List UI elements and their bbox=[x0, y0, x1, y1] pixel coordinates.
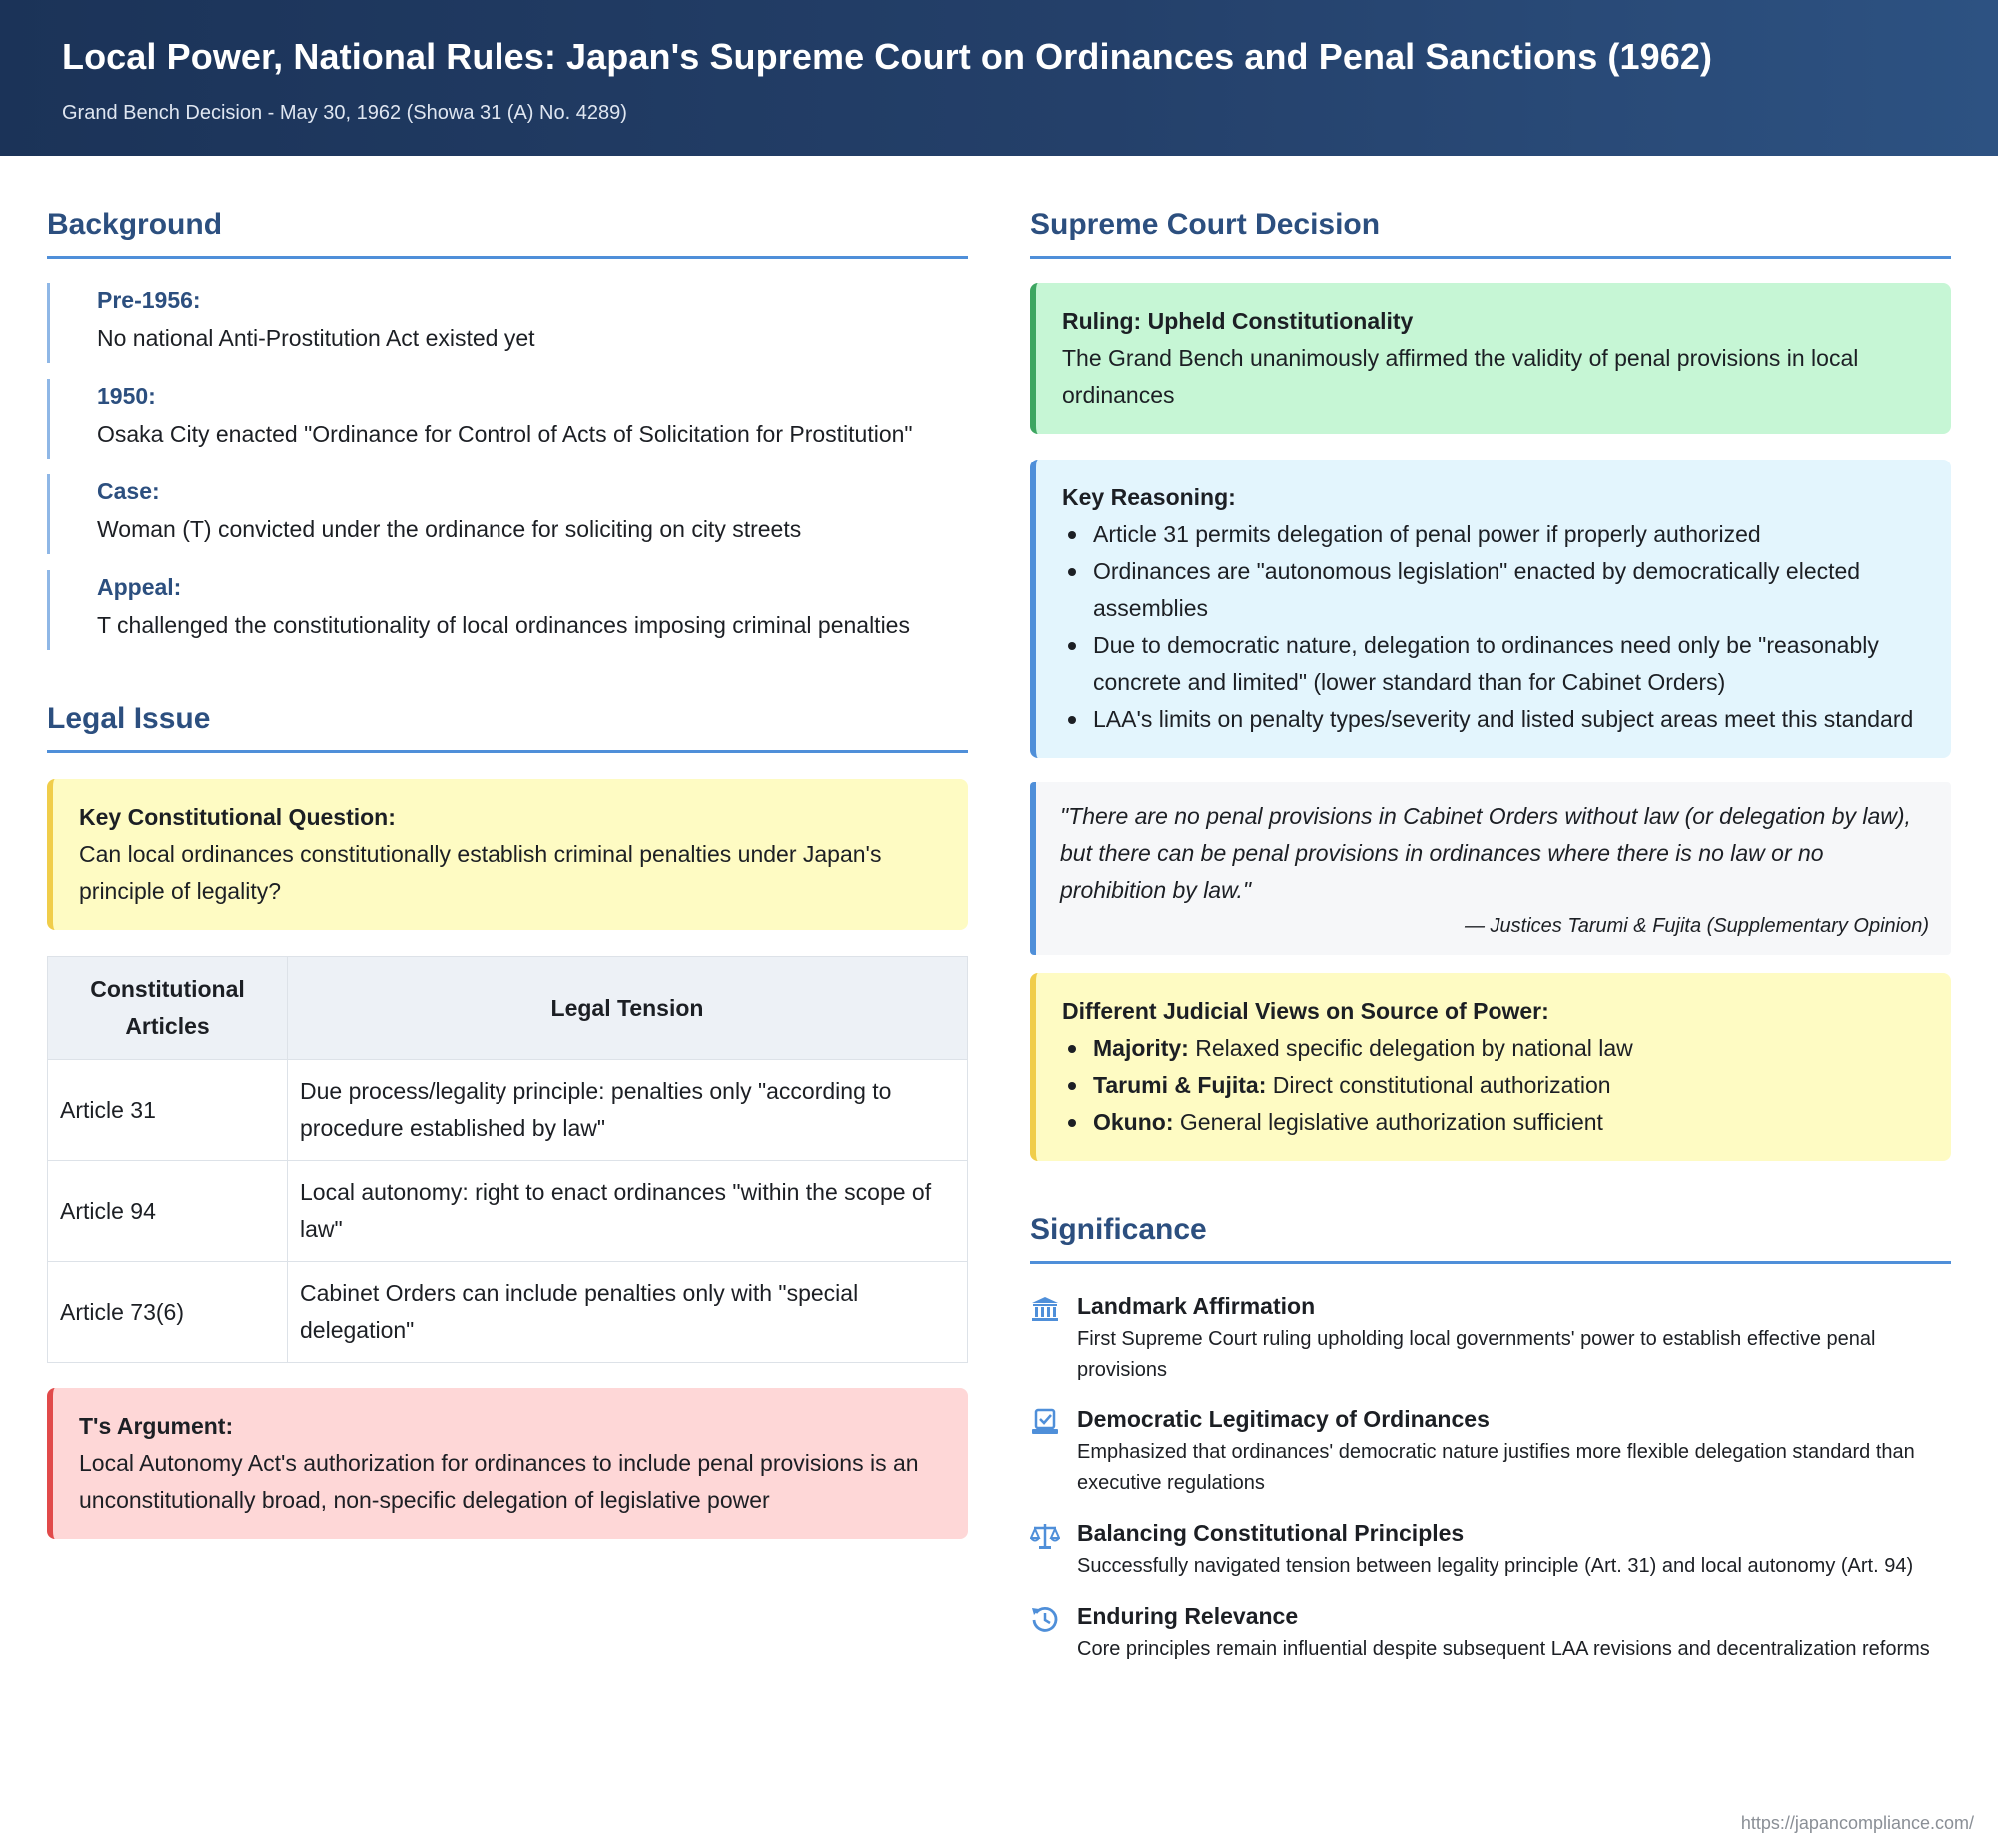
argument-box bbox=[47, 1388, 968, 1539]
timeline-text: T challenged the constitutionality of local ordinances imposing criminal penalties bbox=[97, 612, 910, 638]
significance-title: Democratic Legitimacy of Ordinances bbox=[1077, 1406, 1490, 1432]
tension-cell: Local autonomy: right to enact ordinances "within the scope of law" bbox=[288, 1161, 968, 1262]
judicial-views-box bbox=[1030, 973, 1951, 1161]
list-item bbox=[1062, 1104, 1927, 1141]
ruling-box bbox=[1030, 283, 1951, 434]
timeline-item bbox=[47, 283, 968, 363]
significance-text: Core principles remain influential despite subsequent LAA revisions and decentralization reforms bbox=[1077, 1638, 1930, 1660]
significance-text: First Supreme Court ruling upholding local governments' power to establish effective penal provisions bbox=[1077, 1328, 1876, 1381]
footer-url: https://japancompliance.com/ bbox=[1740, 1813, 1974, 1833]
table-row bbox=[48, 1262, 968, 1363]
significance-heading: Significance bbox=[1030, 1213, 1951, 1264]
view-text: Relaxed specific delegation by national law bbox=[1195, 1035, 1633, 1061]
key-question-text: Can local ordinances constitutionally establish criminal penalties under Japan's principle of legality? bbox=[79, 841, 882, 904]
tension-cell: Cabinet Orders can include penalties only with "special delegation" bbox=[288, 1262, 968, 1363]
ruling-head: Ruling: Upheld Constitutionality bbox=[1062, 308, 1414, 334]
table-row bbox=[48, 1161, 968, 1262]
timeline-label: Case: bbox=[97, 478, 160, 504]
list-item bbox=[1062, 1067, 1927, 1104]
legal-issue-heading: Legal Issue bbox=[47, 702, 968, 753]
timeline-label: 1950: bbox=[97, 383, 156, 409]
timeline-label: Pre-1956: bbox=[97, 287, 201, 313]
view-text: Direct constitutional authorization bbox=[1272, 1072, 1611, 1098]
reasoning-list bbox=[1062, 516, 1927, 738]
table-header-articles: Constitutional Articles bbox=[48, 957, 288, 1060]
article-cell: Article 31 bbox=[48, 1060, 288, 1161]
view-text: General legislative authorization sufficient bbox=[1179, 1109, 1603, 1135]
significance-list bbox=[1030, 1290, 1951, 1665]
quote-attribution: — Justices Tarumi & Fujita (Supplementary Opinion) bbox=[1465, 915, 1929, 937]
reasoning-head: Key Reasoning: bbox=[1062, 484, 1236, 510]
tension-cell: Due process/legality principle: penalties only "according to procedure established by law" bbox=[288, 1060, 968, 1161]
history-icon bbox=[1030, 1604, 1060, 1634]
significance-item bbox=[1030, 1600, 1951, 1665]
significance-item bbox=[1030, 1517, 1951, 1582]
table-header-row bbox=[48, 957, 968, 1060]
background-heading: Background bbox=[47, 208, 968, 259]
timeline-item bbox=[47, 379, 968, 459]
page-header bbox=[0, 0, 1998, 156]
reasoning-box bbox=[1030, 460, 1951, 758]
decision-heading: Supreme Court Decision bbox=[1030, 208, 1951, 259]
list-item: Article 31 permits delegation of penal power if properly authorized bbox=[1062, 516, 1927, 553]
list-item bbox=[1062, 1030, 1927, 1067]
judicial-views-list bbox=[1062, 1030, 1927, 1141]
timeline-label: Appeal: bbox=[97, 574, 182, 600]
list-item: LAA's limits on penalty types/severity and listed subject areas meet this standard bbox=[1062, 701, 1927, 738]
vote-check-icon bbox=[1030, 1407, 1060, 1437]
significance-title: Enduring Relevance bbox=[1077, 1603, 1299, 1629]
list-item: Due to democratic nature, delegation to ordinances need only be "reasonably concrete and limited" (lower standard than for Cabinet Orders) bbox=[1062, 627, 1927, 701]
timeline-text: Woman (T) convicted under the ordinance for soliciting on city streets bbox=[97, 516, 802, 542]
significance-title: Balancing Constitutional Principles bbox=[1077, 1520, 1465, 1546]
page-title: Local Power, National Rules: Japan's Supreme Court on Ordinances and Penal Sanctions (1962) bbox=[62, 36, 1713, 77]
significance-item bbox=[1030, 1290, 1951, 1386]
background-timeline bbox=[47, 283, 968, 650]
article-cell: Article 94 bbox=[48, 1161, 288, 1262]
left-column bbox=[47, 156, 968, 1539]
list-item: Ordinances are "autonomous legislation" enacted by democratically elected assemblies bbox=[1062, 553, 1927, 627]
key-question-head: Key Constitutional Question: bbox=[79, 804, 396, 830]
table-row bbox=[48, 1060, 968, 1161]
article-cell: Article 73(6) bbox=[48, 1262, 288, 1363]
timeline-item bbox=[47, 570, 968, 650]
page-subtitle: Grand Bench Decision - May 30, 1962 (Showa 31 (A) No. 4289) bbox=[62, 102, 627, 124]
table-header-tension: Legal Tension bbox=[288, 957, 968, 1060]
timeline-text: No national Anti-Prostitution Act existed yet bbox=[97, 325, 535, 351]
timeline-item bbox=[47, 474, 968, 554]
articles-table bbox=[47, 956, 968, 1363]
argument-text: Local Autonomy Act's authorization for ordinances to include penal provisions is an unconstitutionally broad, non-specific delegation of legislative power bbox=[79, 1450, 919, 1513]
quote-text: "There are no penal provisions in Cabinet Orders without law (or delegation by law), but there can be penal provisions in ordinances where there is no law or no prohibition by law." bbox=[1060, 803, 1911, 903]
supplementary-quote bbox=[1030, 782, 1951, 955]
right-column bbox=[1030, 156, 1951, 1683]
significance-title: Landmark Affirmation bbox=[1077, 1293, 1316, 1319]
timeline-text: Osaka City enacted "Ordinance for Control of Acts of Solicitation for Prostitution" bbox=[97, 421, 913, 447]
view-holder: Majority: bbox=[1093, 1035, 1189, 1061]
significance-item bbox=[1030, 1403, 1951, 1499]
view-holder: Tarumi & Fujita: bbox=[1093, 1072, 1267, 1098]
argument-head: T's Argument: bbox=[79, 1413, 234, 1439]
key-question-box bbox=[47, 779, 968, 930]
ruling-text: The Grand Bench unanimously affirmed the validity of penal provisions in local ordinances bbox=[1062, 345, 1859, 408]
judicial-views-head: Different Judicial Views on Source of Power: bbox=[1062, 998, 1549, 1024]
significance-text: Emphasized that ordinances' democratic nature justifies more flexible delegation standard than executive regulations bbox=[1077, 1441, 1915, 1494]
landmark-icon bbox=[1030, 1294, 1060, 1324]
significance-text: Successfully navigated tension between legality principle (Art. 31) and local autonomy (Art. 94) bbox=[1077, 1555, 1914, 1577]
scales-icon bbox=[1030, 1521, 1060, 1551]
view-holder: Okuno: bbox=[1093, 1109, 1174, 1135]
